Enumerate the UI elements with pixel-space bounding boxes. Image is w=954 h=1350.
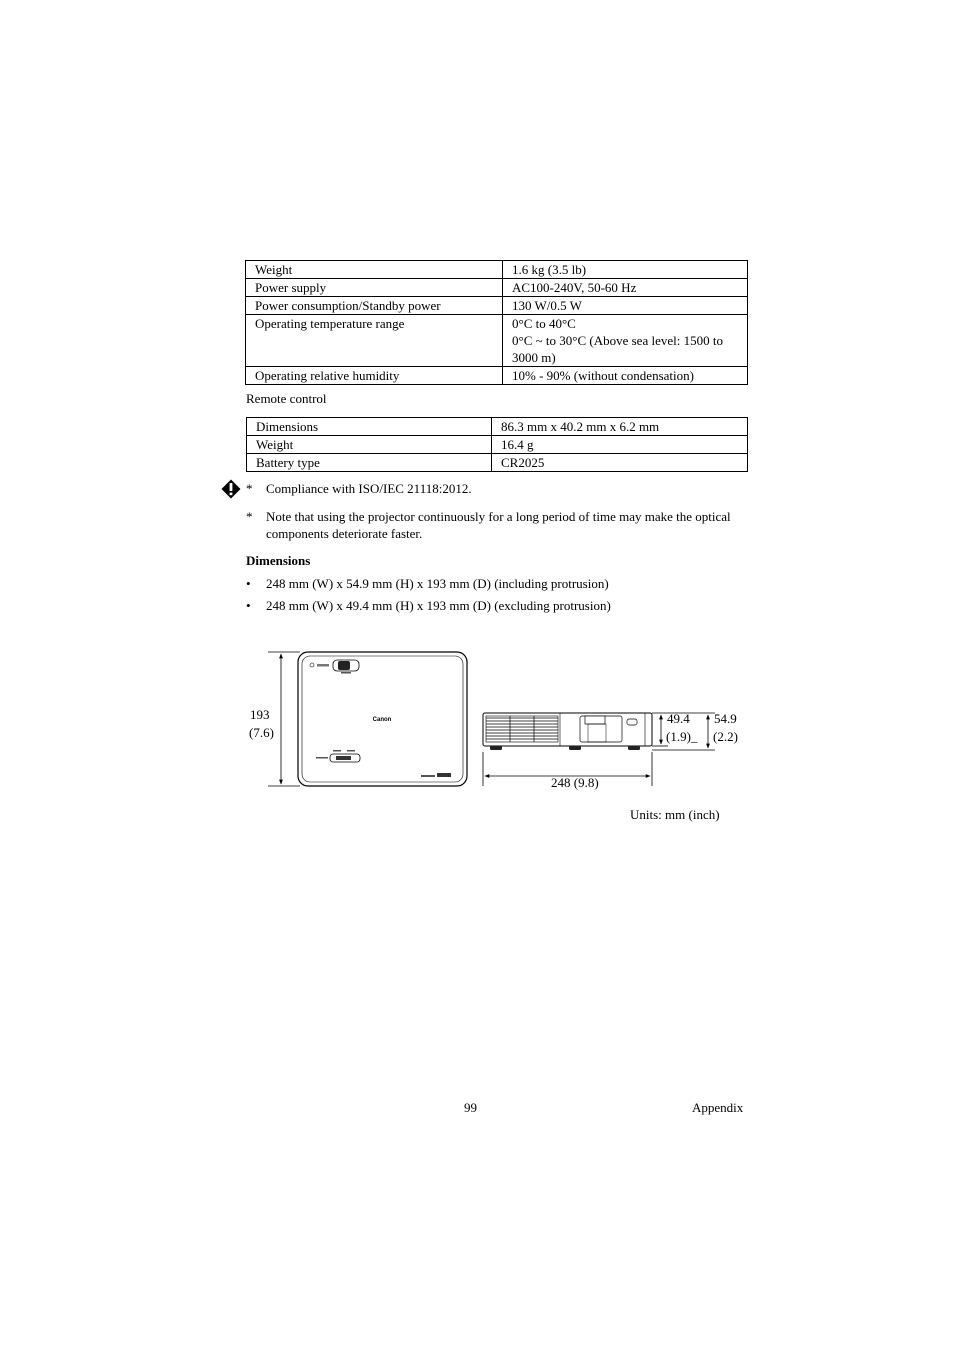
height-excl-inch-label: (1.9)_ [666, 729, 698, 744]
spec-label: Power supply [246, 279, 503, 297]
spec-label: Weight [247, 436, 492, 454]
depth-dimension-line [268, 652, 300, 786]
spec-value: 16.4 g [492, 436, 748, 454]
spec-label: Operating relative humidity [246, 367, 503, 385]
note-asterisk: * [246, 509, 253, 524]
spec-value: 10% - 90% (without condensation) [503, 367, 748, 385]
depth-label: 193 [250, 707, 270, 722]
spec-value: 86.3 mm x 40.2 mm x 6.2 mm [492, 418, 748, 436]
dimensions-heading: Dimensions [246, 553, 311, 568]
brand-logo: Canon [372, 717, 392, 723]
bullet-icon: • [246, 576, 251, 591]
spec-label: Weight [246, 261, 503, 279]
height-incl-label: 54.9 [714, 711, 737, 726]
footer-section: Appendix [692, 1100, 744, 1115]
spec-value: CR2025 [492, 454, 748, 472]
projector-top-view [298, 652, 467, 786]
height-excl-label: 49.4 [667, 711, 690, 726]
remote-control-heading: Remote control [246, 391, 327, 406]
spec-value: AC100-240V, 50-60 Hz [503, 279, 748, 297]
spec-label: Dimensions [247, 418, 492, 436]
spec-label: Power consumption/Standby power [246, 297, 503, 315]
depth-inch-label: (7.6) [249, 725, 274, 740]
spec-label: Battery type [247, 454, 492, 472]
units-note: Units: mm (inch) [630, 807, 720, 822]
bullet-text: 248 mm (W) x 49.4 mm (H) x 193 mm (D) (excluding protrusion) [266, 598, 611, 613]
spec-value: 130 W/0.5 W [503, 297, 748, 315]
bullet-text: 248 mm (W) x 54.9 mm (H) x 193 mm (D) (including protrusion) [266, 576, 609, 591]
spec-value-line: 0°C ~ to 30°C (Above sea level: 1500 to 3000 m) [512, 333, 723, 365]
projector-front-view [483, 713, 652, 750]
note-text: Compliance with ISO/IEC 21118:2012. [266, 481, 472, 496]
bullet-icon: • [246, 598, 251, 613]
page-number: 99 [464, 1100, 477, 1115]
spec-label: Operating temperature range [246, 315, 503, 367]
spec-value: 1.6 kg (3.5 lb) [503, 261, 748, 279]
height-incl-inch-label: (2.2) [713, 729, 738, 744]
note-text: Note that using the projector continuously for a long period of time may make the optical components deteriorate faster. [266, 509, 731, 541]
note-asterisk: * [246, 481, 253, 496]
width-label: 248 (9.8) [551, 775, 599, 790]
spec-value-line: 0°C to 40°C [512, 316, 576, 331]
